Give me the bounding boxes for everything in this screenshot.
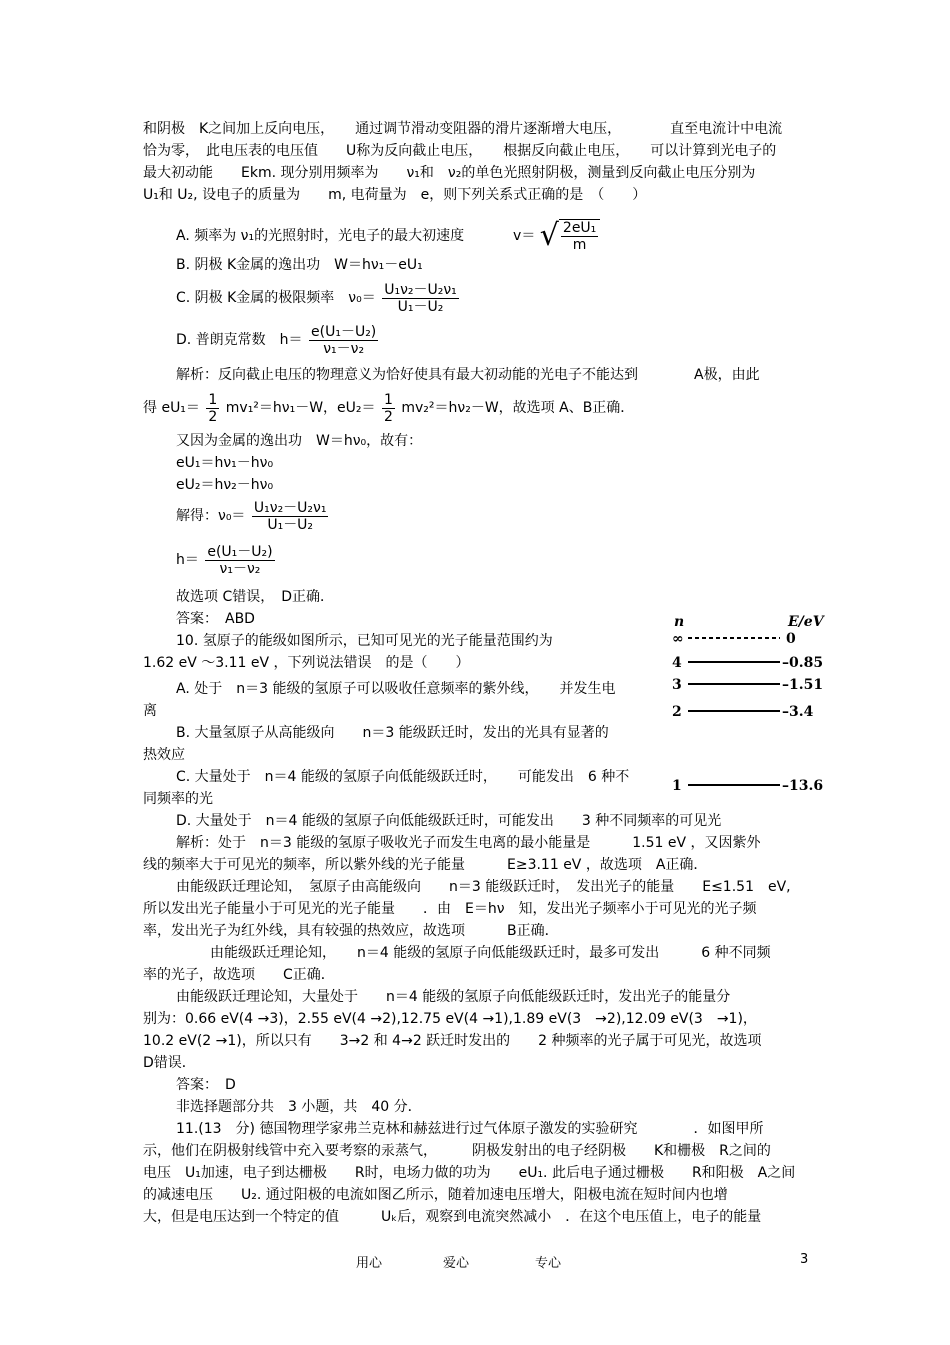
energy-level-diagram bbox=[668, 610, 838, 800]
frac-numerator: 1 bbox=[384, 391, 393, 408]
frac-numerator: U₁ν₂－U₂ν₁ bbox=[253, 499, 327, 516]
analysis-line: eU₂＝hν₂－hν₀ bbox=[176, 477, 274, 493]
text-line: 由能级跃迁理论知，大量处于 n＝4 能级的氢原子向低能级跃迁时，发出光子的能量分 bbox=[176, 989, 731, 1005]
footer-middle: 爱心 bbox=[443, 1256, 470, 1271]
level-n-2: 2 bbox=[672, 704, 682, 720]
frac-numerator: e(U₁－U₂) bbox=[207, 543, 273, 560]
analysis-equation bbox=[176, 498, 330, 534]
analysis-line: 故选项 C错误， D正确． bbox=[176, 589, 335, 605]
text-line: 解析：处于 n＝3 能级的氢原子吸收光子而发生电离的最小能量是 1.51 eV ，又因紫外 bbox=[176, 835, 761, 851]
frac-numerator: 1 bbox=[208, 391, 218, 408]
text-line: B. 大量氢原子从高能级向 n＝3 能级跃迁时，发出的光具有显著的 bbox=[176, 725, 609, 741]
energy-axis-label: E/eV bbox=[788, 614, 824, 630]
text-line: 同频率的光 bbox=[143, 791, 213, 807]
option-d-text: D. 普朗克常数 h＝ bbox=[176, 332, 303, 348]
text-line: 10. 氢原子的能级如图所示，已知可见光的光子能量范围约为 bbox=[176, 633, 553, 649]
text-line: 热效应 bbox=[143, 747, 185, 763]
text-line: 率，发出光子为红外线，具有较强的热效应，故选项 B正确． bbox=[143, 923, 559, 939]
text-line: D. 大量处于 n＝4 能级的氢原子向低能级跃迁时，可能发出 3 种不同频率的可见光 bbox=[176, 813, 722, 829]
equation-part: mv₂²＝hν₂－W，故选项 A、B正确． bbox=[401, 400, 635, 416]
frac-denominator: m bbox=[572, 237, 587, 253]
equation-part: 解得：ν₀＝ bbox=[176, 508, 246, 524]
frac-numerator: U₁ν₂－U₂ν₁ bbox=[384, 281, 457, 298]
level-n-inf: ∞ bbox=[672, 631, 684, 647]
level-e-inf: 0 bbox=[786, 631, 796, 647]
text-line: 11.(13 分) 德国物理学家弗兰克林和赫兹进行过气体原子激发的实验研究 ．如图甲所 bbox=[176, 1121, 764, 1137]
frac-denominator: U₁－U₂ bbox=[397, 298, 444, 315]
text-line: 由能级跃迁理论知， n＝4 能级的氢原子向低能级跃迁时，最多可发出 6 种不同频 bbox=[210, 945, 771, 961]
text-line: 非选择题部分共 3 小题，共 40 分． bbox=[176, 1099, 422, 1115]
text-line: 1.62 eV ～3.11 eV ，下列说法错误 的是（ ） bbox=[143, 655, 470, 671]
analysis-equation bbox=[176, 542, 277, 578]
text-line: C. 大量处于 n＝4 能级的氢原子向低能级跃迁时， 可能发出 6 种不 bbox=[176, 769, 630, 785]
option-c bbox=[176, 280, 461, 316]
option-a-text: A. 频率为 ν₁的光照射时，光电子的最大初速度 bbox=[176, 228, 465, 244]
analysis-line: 又因为金属的逸出功 W＝hν₀，故有： bbox=[176, 433, 423, 449]
text-line: 别为：0.66 eV(4 →3)，2.55 eV(4 →2),12.75 eV(4 →1),1.89 eV(3 →2),12.09 eV(3 →1)， bbox=[143, 1011, 757, 1027]
level-n-1: 1 bbox=[672, 778, 682, 794]
text-line: 10.2 eV(2 →1)，所以只有 3→2 和 4→2 跃迁时发出的 2 种频率的光子属于可见光，故选项 bbox=[143, 1033, 762, 1049]
option-a bbox=[176, 218, 600, 254]
answer-line: 答案： ABD bbox=[176, 611, 255, 627]
text-line: 由能级跃迁理论知， 氢原子由高能级向 n＝3 能级跃迁时， 发出光子的能量 E≤1.51 eV, bbox=[176, 879, 791, 895]
frac-denominator: 2 bbox=[208, 408, 218, 425]
frac-denominator: 2 bbox=[384, 408, 393, 425]
text-line: 离 bbox=[143, 703, 157, 719]
analysis-line: 解析：反向截止电压的物理意义为恰好使具有最大初动能的光电子不能达到 A极，由此 bbox=[176, 367, 760, 383]
text-line: 恰为零， 此电压表的电压值 U称为反向截止电压， 根据反向截止电压， 可以计算到光电子的 bbox=[143, 143, 777, 159]
frac-denominator: U₁－U₂ bbox=[267, 516, 314, 533]
answer-line: 答案： D bbox=[176, 1077, 236, 1093]
text-line: 电压 U₁加速，电子到达栅极 R时，电场力做的功为 eU₁. 此后电子通过栅极 R和阳极 A之间 bbox=[143, 1165, 796, 1181]
level-n-4: 4 bbox=[672, 655, 682, 671]
option-d bbox=[176, 322, 380, 358]
option-b: B. 阴极 K金属的逸出功 W＝hν₁－eU₁ bbox=[176, 257, 423, 273]
text-line: 大，但是电压达到一个特定的值 Uₖ后，观察到电流突然减小 ．在这个电压值上，电子的能量 bbox=[143, 1209, 762, 1225]
option-a-v: v＝ bbox=[513, 228, 536, 244]
text-line: 和阴极 K之间加上反向电压， 通过调节滑动变阻器的滑片逐渐增大电压， 直至电流计中电流 bbox=[143, 121, 783, 137]
level-n-3: 3 bbox=[672, 677, 682, 693]
text-line: 率的光子，故选项 C正确． bbox=[143, 967, 335, 983]
analysis-equation bbox=[143, 390, 634, 426]
level-e-2: –3.4 bbox=[782, 704, 814, 720]
n-axis-label: n bbox=[674, 614, 685, 630]
analysis-line: eU₁＝hν₁－hν₀ bbox=[176, 455, 274, 471]
text-line: A. 处于 n＝3 能级的氢原子可以吸收任意频率的紫外线， 并发生电 bbox=[176, 681, 616, 697]
level-e-1: –13.6 bbox=[782, 778, 824, 794]
page-number: 3 bbox=[800, 1252, 809, 1267]
level-e-3: –1.51 bbox=[782, 677, 824, 693]
option-c-text: C. 阴极 K金属的极限频率 ν₀＝ bbox=[176, 290, 376, 306]
level-e-4: –0.85 bbox=[782, 655, 824, 671]
frac-denominator: ν₁－ν₂ bbox=[219, 560, 261, 577]
frac-numerator: 2eU₁ bbox=[562, 220, 597, 236]
text-line: 示，他们在阴极射线管中充入要考察的汞蒸气， 阴极发射出的电子经阴极 K和栅极 R之间的 bbox=[143, 1143, 771, 1159]
text-line: D错误． bbox=[143, 1055, 196, 1071]
equation-part: h＝ bbox=[176, 552, 199, 568]
text-line: 的减速电压 U₂. 通过阳极的电流如图乙所示，随着加速电压增大，阳极电流在短时间内也增 bbox=[143, 1187, 728, 1203]
footer-right: 专心 bbox=[535, 1256, 562, 1271]
equation-part: 得 eU₁＝ bbox=[143, 400, 200, 416]
sqrt-symbol: √ $\frac{\text{2eU₁}}{m}$ bbox=[540, 219, 601, 253]
frac-numerator: e(U₁－U₂) bbox=[311, 323, 377, 340]
text-line: 最大初动能 Ekm. 现分别用频率为 ν₁和 ν₂的单色光照射阴极，测量到反向截止电压分别为 bbox=[143, 165, 756, 181]
equation-part: mv₁²＝hν₁－W，eU₂＝ bbox=[225, 400, 376, 416]
text-line: U₁和 U₂, 设电子的质量为 m, 电荷量为 e，则下列关系式正确的是 （ ） bbox=[143, 187, 647, 203]
text-line: 所以发出光子能量小于可见光的光子能量 ．由 E＝hν 知，发出光子频率小于可见光的光子频 bbox=[143, 901, 757, 917]
footer-left: 用心 bbox=[356, 1256, 383, 1271]
text-line: 线的频率大于可见光的频率，所以紫外线的光子能量 E≥3.11 eV ，故选项 A正确． bbox=[143, 857, 708, 873]
frac-denominator: ν₁－ν₂ bbox=[323, 340, 365, 357]
